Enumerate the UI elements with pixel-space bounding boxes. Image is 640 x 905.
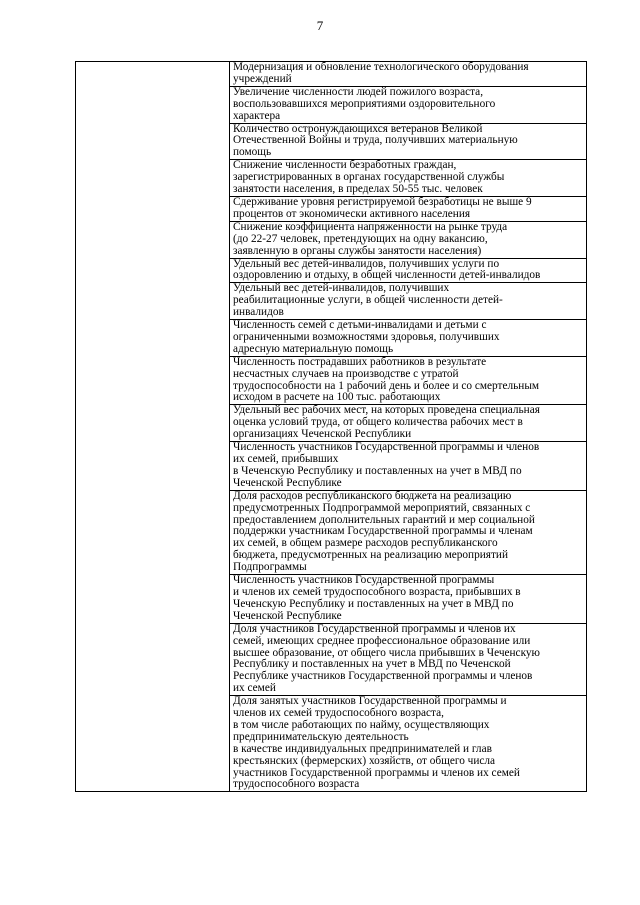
empty-left-cell: [76, 62, 230, 792]
indicator-text: Численность пострадавших работников в результате несчастных случаев на производстве с утратой трудоспособности на 1 рабочий день и более и со смертельным исходом в расчете на 100 тыс. работающих: [230, 356, 587, 405]
indicator-text: Сдерживание уровня регистрируемой безработицы не выше 9 процентов от экономически активного населения: [230, 196, 587, 221]
indicator-text: Снижение коэффициента напряженности на рынке труда (до 22-27 человек, претендующих на одну вакансию, заявленную в органы службы занятости населения): [230, 221, 587, 258]
indicator-text: Численность семей с детьми-инвалидами и детьми с ограниченными возможностями здоровья, получивших адресную материальную помощь: [230, 320, 587, 357]
indicator-text: Доля расходов республиканского бюджета на реализацию предусмотренных Подпрограммой мероприятий, связанных с предоставлением дополнительных гарантий и мер социальной поддержки участникам Государственной программы и членам их семей, в общем размере расходов республиканского бюджета, предусмотренных на реализацию мероприятий Подпрограммы: [230, 490, 587, 574]
indicator-text: Модернизация и обновление технологического оборудования учреждений: [230, 62, 587, 87]
indicator-text: Удельный вес детей-инвалидов, получивших услуги по оздоровлению и отдыху, в общей численности детей-инвалидов: [230, 258, 587, 283]
indicator-text: Количество остронуждающихся ветеранов Великой Отечественной Войны и труда, получивших материальную помощь: [230, 123, 587, 160]
indicators-table-body: [76, 62, 587, 792]
indicator-text: Увеличение численности людей пожилого возраста, воспользовавшихся мероприятиями оздоровительного характера: [230, 86, 587, 123]
table-row: [76, 62, 587, 87]
indicators-table: [75, 61, 587, 792]
page-number: 7: [316, 18, 324, 33]
indicator-text: Удельный вес рабочих мест, на которых проведена специальная оценка условий труда, от общего количества рабочих мест в организациях Чеченской Республики: [230, 405, 587, 442]
indicator-text: Численность участников Государственной программы и членов их семей, прибывших в Чеченскую Республику и поставленных на учет в МВД по Чеченской Республике: [230, 442, 587, 491]
indicator-text: Численность участников Государственной программы и членов их семей трудоспособного возраста, прибывших в Чеченскую Республику и поставленных на учет в МВД по Чеченской Республике: [230, 575, 587, 624]
indicator-text: Удельный вес детей-инвалидов, получивших реабилитационные услуги, в общей численности детей- инвалидов: [230, 283, 587, 320]
indicator-text: Снижение численности безработных граждан, зарегистрированных в органах государственной службы занятости населения, в пределах 50-55 тыс. человек: [230, 160, 587, 197]
indicator-text: Доля занятых участников Государственной программы и членов их семей трудоспособного возраста, в том числе работающих по найму, осуществляющих предпринимательскую деятельность в качестве индивидуальных предпринимателей и глав крестьянских (фермерских) хозяйств, от общего числа участников Государственной программы и членов их семей трудоспособного возраста: [230, 696, 587, 792]
indicator-text: Доля участников Государственной программы и членов их семей, имеющих среднее профессиональное образование или высшее образование, от общего числа прибывших в Чеченскую Республику и поставленных на учет в МВД по Чеченской Республике участников Государственной программы и членов их семей: [230, 623, 587, 695]
